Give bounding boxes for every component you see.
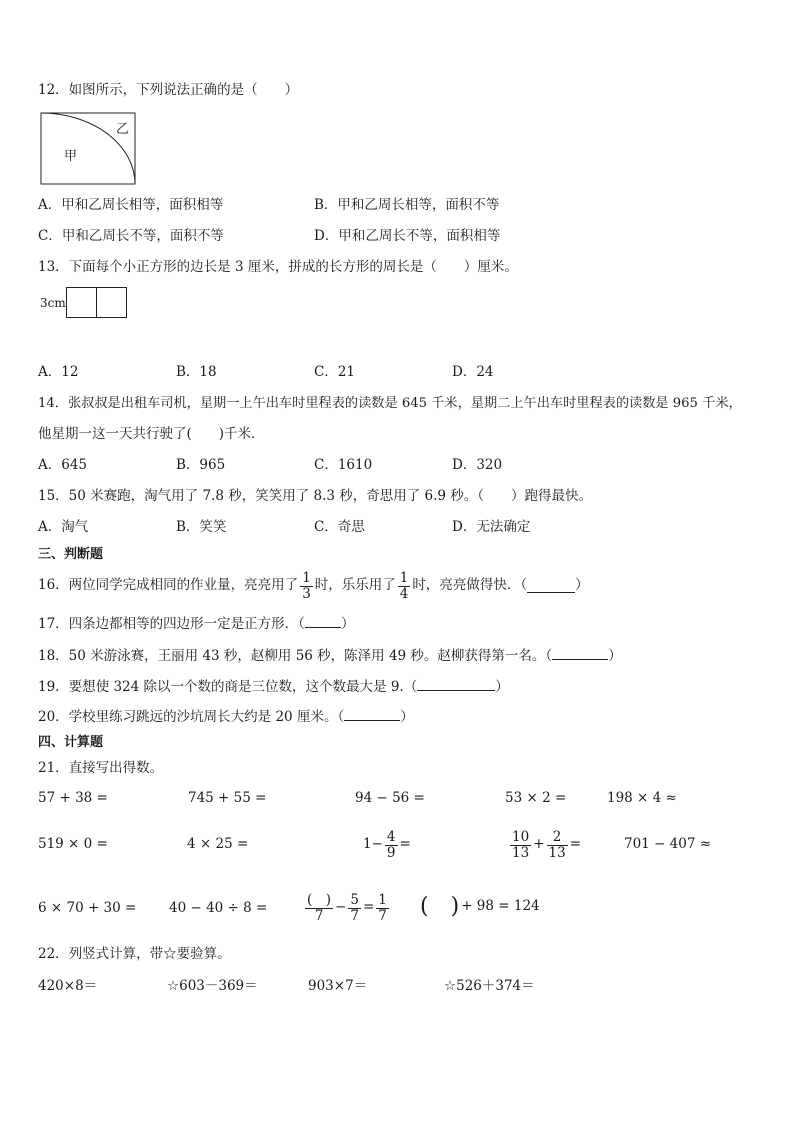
q19-answer-blank[interactable] [417, 678, 495, 691]
q22-item3: 903×7＝ [308, 978, 368, 994]
q21-row3-c-fraction-2 [348, 893, 361, 924]
q21-row3-c-fraction-3 [376, 893, 389, 924]
q13-figure [66, 287, 128, 319]
q15-stem: 15．50 米赛跑，淘气用了 7.8 秒，笑笑用了 8.3 秒，奇思用了 6.9 秒。（ ）跑得最快。 [38, 488, 593, 504]
q17-answer-blank[interactable] [305, 615, 341, 628]
q17-line [38, 615, 354, 632]
q21-row3-c-eq: = [362, 899, 375, 916]
section-4-heading: 四、计算题 [38, 735, 104, 750]
q20-end: ） [400, 709, 414, 725]
q18-text: 18．50 米游泳赛，王丽用 43 秒，赵柳用 56 秒，陈泽用 49 秒。赵柳获得第一名。（ [38, 648, 553, 664]
q21-row3-c-den1: 7 [314, 907, 324, 924]
q20-answer-blank[interactable] [344, 708, 400, 721]
q12-stem: 12．如图所示，下列说法正确的是（ ） [38, 82, 299, 98]
q21-row2-item5: 701 − 407 ≈ [624, 836, 712, 852]
q16-line [38, 566, 589, 606]
q14-stem-line2: 他星期一这一天共行驶了( )千米． [38, 426, 265, 442]
q16-part4: ） [575, 577, 589, 594]
q18-end: ） [608, 648, 622, 664]
q21-row3-c-fraction-1 [305, 893, 333, 924]
q21-row1-item3: 94 − 56 = [355, 790, 425, 806]
q21-row2-d-fraction-1 [510, 830, 531, 861]
q21-row3-item1: 6 × 70 + 30 = [38, 900, 137, 916]
q21-row2-d-num1: 10 [512, 828, 530, 845]
q16-fraction-1 [300, 571, 313, 602]
q16-part1: 16．两位同学完成相同的作业量，亮亮用了 [38, 577, 299, 594]
q21-row2-item3 [363, 825, 411, 865]
q16-part2: 时，乐乐用了 [314, 577, 396, 594]
q15-option-b[interactable]: B．笑笑 [176, 519, 227, 535]
q21-stem: 21．直接写出得数。 [38, 760, 164, 776]
q20-line [38, 708, 414, 725]
q13-option-c[interactable]: C．21 [314, 364, 356, 380]
q17-end: ） [340, 616, 355, 632]
q21-row1-item1: 57 + 38 = [38, 790, 108, 806]
q16-part3: 时，亮亮做得快．（ [412, 577, 528, 594]
q21-row1-item5: 198 × 4 ≈ [607, 790, 677, 806]
q13-fig-label: 3cm [40, 296, 66, 310]
q21-row3-c-num1[interactable]: ( ) [307, 891, 332, 908]
q18-line [38, 647, 622, 664]
q16-frac1-num: 1 [302, 569, 311, 586]
q21-row2-d-plus: + [533, 836, 545, 853]
q22-item1: 420×8＝ [38, 978, 98, 994]
q21-row3-d-close: ) [450, 894, 460, 919]
q20-text: 20．学校里练习跳远的沙坑周长大约是 20 厘米。（ [38, 709, 345, 725]
q14-option-c[interactable]: C．1610 [314, 457, 373, 473]
q12-fig-yi: 乙 [116, 122, 130, 137]
q21-row2-c-den: 9 [386, 844, 396, 861]
q16-fraction-2 [398, 571, 411, 602]
q13-option-d[interactable]: D．24 [452, 364, 494, 380]
q21-row3-c-num3: 1 [378, 891, 387, 908]
q12-option-a[interactable]: A．甲和乙周长相等，面积相等 [38, 197, 224, 213]
q18-answer-blank[interactable] [552, 647, 608, 660]
q12-option-d[interactable]: D．甲和乙周长不等，面积相等 [314, 228, 501, 244]
q21-row3-c-den2: 7 [350, 907, 359, 924]
q14-stem-line1: 14．张叔叔是出租车司机，星期一上午出车时里程表的读数是 645 千米，星期二上午出车时里程表的读数是 965 千米， [38, 396, 742, 411]
q13-option-a[interactable]: A．12 [38, 364, 79, 380]
q14-option-b[interactable]: B．965 [176, 457, 226, 473]
q16-answer-blank[interactable] [527, 580, 575, 593]
q19-text: 19．要想使 324 除以一个数的商是三位数，这个数最大是 9.（ [38, 679, 418, 695]
q15-option-d[interactable]: D．无法确定 [452, 519, 531, 535]
q21-row3-item3 [303, 888, 391, 928]
q21-row2-c-pre: 1− [363, 836, 383, 853]
q21-row3-item4 [420, 894, 540, 920]
q21-row3-d-open: ( [420, 894, 429, 919]
q21-row2-item4 [508, 825, 581, 865]
q21-row3-d-rest: + 98 = 124 [461, 898, 540, 915]
q13-stem: 13．下面每个小正方形的边长是 3 厘米，拼成的长方形的周长是（ ）厘米。 [38, 259, 518, 275]
q22-item2: ☆603－369＝ [167, 978, 258, 994]
q16-frac2-den: 4 [399, 585, 409, 602]
q22-stem: 22．列竖式计算，带☆要验算。 [38, 946, 231, 962]
q21-row2-d-post: = [569, 836, 581, 853]
q21-row2-c-num: 4 [386, 828, 396, 845]
q12-fig-jia: 甲 [64, 149, 78, 164]
q17-text: 17．四条边都相等的四边形一定是正方形．（ [38, 616, 305, 632]
q15-option-a[interactable]: A．淘气 [38, 519, 89, 535]
q21-row2-c-post: = [399, 836, 411, 853]
q21-row1-item2: 745 + 55 = [188, 790, 267, 806]
q16-frac2-num: 1 [399, 569, 409, 586]
q13-option-b[interactable]: B．18 [176, 364, 217, 380]
q21-row3-item2: 40 − 40 ÷ 8 = [169, 900, 268, 916]
q21-row2-d-fraction-2 [547, 830, 568, 861]
q21-row3-c-num2: 5 [350, 891, 359, 908]
q14-option-a[interactable]: A．645 [38, 457, 88, 473]
q21-row2-item2: 4 × 25 = [187, 836, 249, 852]
q16-frac1-den: 3 [302, 585, 311, 602]
q12-option-c[interactable]: C．甲和乙周长不等，面积不等 [38, 228, 224, 244]
q21-row2-item1: 519 × 0 = [38, 836, 108, 852]
q21-row2-d-num2: 2 [547, 830, 568, 846]
q19-end: ） [495, 679, 509, 695]
section-3-heading: 三、判断题 [38, 547, 104, 562]
q21-row2-d-den1: 13 [512, 844, 530, 861]
q22-item4: ☆526＋374＝ [444, 978, 535, 994]
q21-row1-item4: 53 × 2 = [505, 790, 567, 806]
q15-option-c[interactable]: C．奇思 [314, 519, 365, 535]
q21-row3-c-minus: − [335, 899, 347, 916]
q21-row2-c-fraction [385, 830, 398, 861]
q14-option-d[interactable]: D．320 [452, 457, 503, 473]
q21-row2-d-den2: 13 [548, 844, 566, 861]
q21-row3-c-den3: 7 [378, 907, 387, 924]
q19-line [38, 678, 509, 695]
q12-option-b[interactable]: B．甲和乙周长相等，面积不等 [314, 197, 500, 213]
